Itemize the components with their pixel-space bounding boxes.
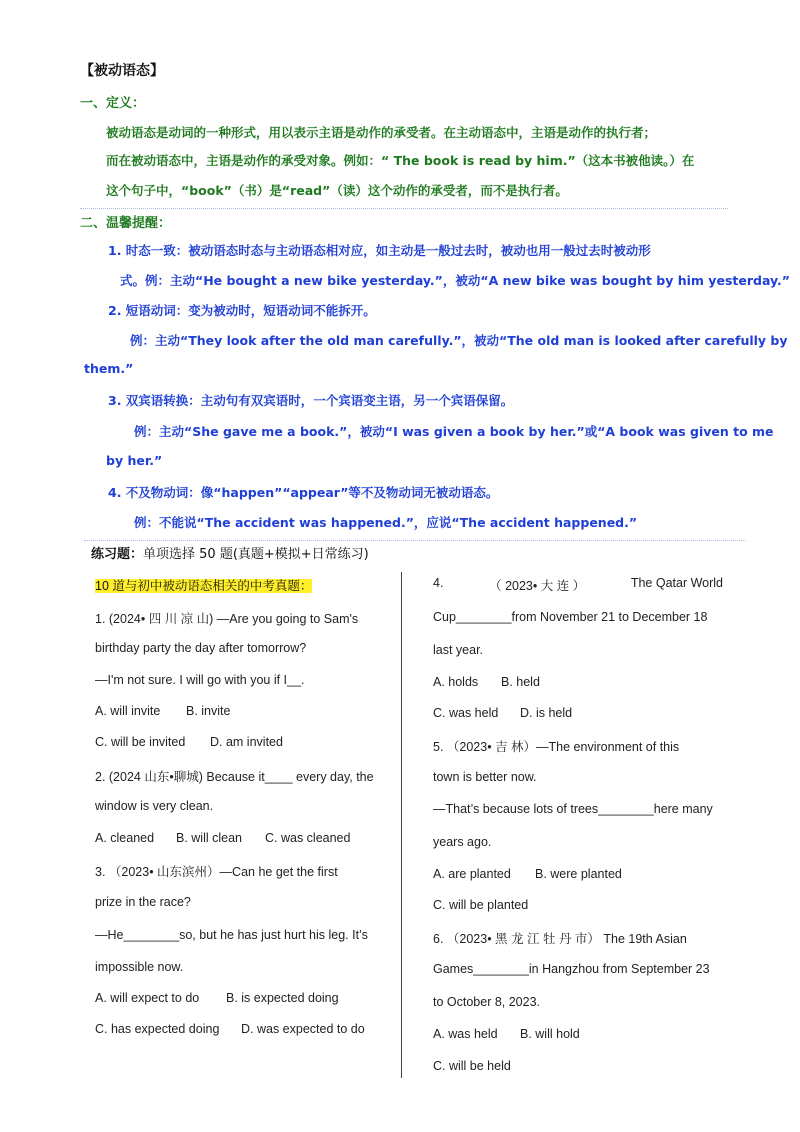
tip-line: 例：主动“She gave me a book.”，被动“I was given a book by her.”或“A book was given to me [134, 424, 774, 439]
q3-option-a: A. will expect to do [95, 991, 200, 1005]
q2-option-a: A. cleaned [95, 831, 155, 845]
practice-description: 单项选择 50 题(真题+模拟+日常练习) [143, 547, 369, 562]
tip-line: them.” [84, 361, 134, 376]
tip-line: 1. 时态一致：被动语态时态与主动语态相对应，如主动是一般过去时，被动也用一般过去时被动形 [108, 243, 651, 258]
q6-stem: Games________in Hangzhou from September 23 [433, 962, 710, 976]
page-title: 【被动语态】 [80, 63, 164, 79]
q4-stem: Cup________from November 21 to December 18 [433, 610, 708, 624]
tip-line: 3. 双宾语转换：主动句有双宾语时，一个宾语变主语，另一个宾语保留。 [108, 393, 514, 408]
q1-stem: birthday party the day after tomorrow? [95, 641, 307, 655]
q4-stem: The Qatar World [630, 576, 723, 590]
practice-label: 练习题： [91, 547, 144, 562]
tip-line: 例：主动“They look after the old man carefully.”，被动“The old man is looked after carefully by [130, 333, 788, 348]
q6-stem: 6. （2023• 黑 龙 江 牡 丹 市） The 19th Asian [433, 932, 687, 946]
q1-stem: 1. (2024• 四 川 凉 山) —Are you going to Sam's [95, 612, 359, 626]
column-divider [401, 572, 402, 1078]
q5-stem: 5. （2023• 吉 林）—The environment of this [433, 740, 680, 754]
tip-line: 例：不能说“The accident was happened.”，应说“The accident happened.” [134, 515, 638, 530]
tip-line: 2. 短语动词：变为被动时，短语动词不能拆开。 [108, 303, 376, 318]
q5-option-c: C. will be planted [433, 898, 529, 912]
section-divider [80, 208, 728, 209]
q3-option-b: B. is expected doing [226, 991, 339, 1005]
q4-option-a: A. holds [433, 675, 479, 689]
q1-option-c: C. will be invited [95, 735, 186, 749]
definition-line: 这个句子中，“book”（书）是“read”（读）这个动作的承受者，而不是执行者。 [106, 183, 568, 198]
q6-option-b: B. will hold [520, 1027, 580, 1041]
definition-line: 被动语态是动词的一种形式，用以表示主语是动作的承受者。在主动语态中，主语是动作的执行者； [106, 125, 657, 140]
q2-stem: 2. (2024 山东•聊城) Because it____ every day, the [95, 770, 374, 784]
q5-option-b: B. were planted [535, 867, 622, 881]
q3-stem: impossible now. [95, 960, 184, 974]
q3-option-d: D. was expected to do [241, 1022, 365, 1036]
q1-option-b: B. invite [186, 704, 231, 718]
q5-stem: —That’s because lots of trees________here many [433, 802, 713, 816]
q4-option-c: C. was held [433, 706, 499, 720]
definition-heading: 一、定义： [80, 96, 146, 111]
tip-line: 式。例：主动“He bought a new bike yesterday.”，被动“A new bike was bought by him yesterday.” [120, 273, 790, 288]
q4-number: 4. [433, 576, 444, 590]
q1-option-a: A. will invite [95, 704, 161, 718]
q4-source: （ 2023• 大 连 ） [489, 579, 586, 593]
q1-option-d: D. am invited [210, 735, 283, 749]
q5-option-a: A. are planted [433, 867, 511, 881]
q2-stem: window is very clean. [95, 799, 214, 813]
q4-option-b: B. held [501, 675, 540, 689]
q6-option-c: C. will be held [433, 1059, 511, 1073]
definition-line: 而在被动语态中，主语是动作的承受对象。例如：“ The book is read by him.”（这本书被他读。）在 [106, 153, 695, 168]
q4-stem: last year. [433, 643, 484, 657]
tip-line: 4. 不及物动词：像“happen”“appear”等不及物动词无被动语态。 [108, 485, 499, 500]
practice-header [91, 543, 369, 562]
q3-stem: prize in the race? [95, 895, 191, 909]
q1-stem: —I'm not sure. I will go with you if I__. [95, 673, 305, 687]
q6-option-a: A. was held [433, 1027, 498, 1041]
highlighted-intro: 10 道与初中被动语态相关的中考真题： [95, 579, 313, 593]
q5-stem: town is better now. [433, 770, 537, 784]
q2-option-b: B. will clean [176, 831, 242, 845]
q6-stem: to October 8, 2023. [433, 995, 541, 1009]
q3-stem: 3. （2023• 山东滨州）—Can he get the first [95, 865, 338, 879]
q5-stem: years ago. [433, 835, 492, 849]
q3-stem: —He________so, but he has just hurt his leg. It’s [95, 928, 368, 942]
q3-option-c: C. has expected doing [95, 1022, 220, 1036]
tips-heading: 二、温馨提醒： [80, 216, 172, 231]
q4-stem-row [433, 576, 723, 594]
q2-option-c: C. was cleaned [265, 831, 351, 845]
tip-line: by her.” [106, 453, 163, 468]
section-divider [84, 540, 746, 541]
q4-option-d: D. is held [520, 706, 573, 720]
question-intro [95, 576, 312, 594]
